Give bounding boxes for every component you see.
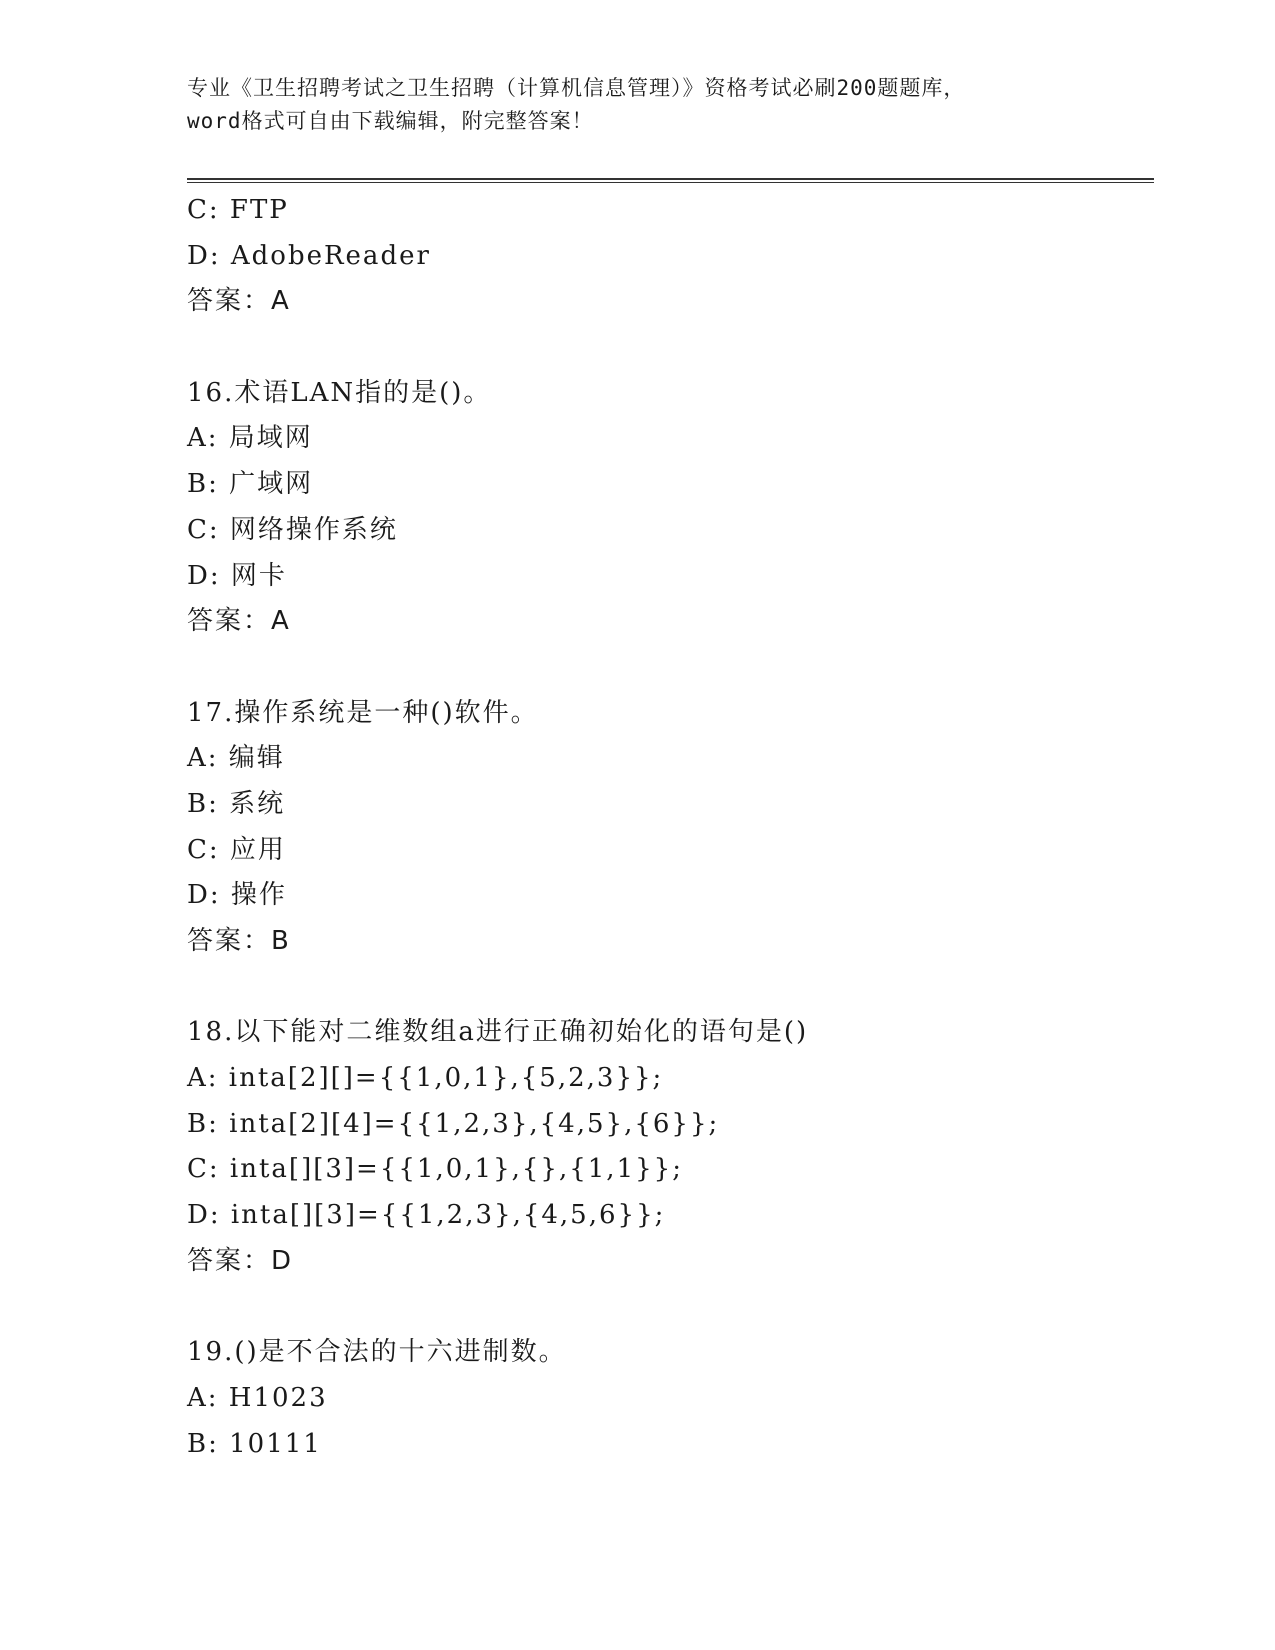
- header-divider: [187, 178, 1154, 183]
- option-b: B: 广域网: [187, 469, 314, 500]
- option-d: D: 操作: [187, 880, 287, 911]
- option-a: A: 局域网: [187, 423, 313, 454]
- spacer: [187, 325, 1147, 371]
- option-d: D: 网卡: [187, 560, 287, 591]
- document-header: [187, 72, 1087, 138]
- option-c: C: inta[][3]={{1,0,1},{},{1,1}};: [187, 1154, 683, 1185]
- question-stem: 16.术语LAN指的是()。: [187, 377, 492, 408]
- answer-line: 答案：A: [187, 606, 291, 637]
- question-15-continued: [187, 188, 1147, 325]
- option-d: D: AdobeReader: [187, 240, 431, 271]
- spacer: [187, 965, 1147, 1011]
- question-stem: 18.以下能对二维数组a进行正确初始化的语句是(): [187, 1017, 809, 1048]
- option-b: B: 系统: [187, 788, 286, 819]
- option-b: B: 10111: [187, 1428, 322, 1459]
- question-18: [187, 1010, 1147, 1284]
- option-d: D: inta[][3]={{1,2,3},{4,5,6}};: [187, 1200, 666, 1231]
- question-stem: 19.()是不合法的十六进制数。: [187, 1337, 567, 1368]
- option-c: C: 网络操作系统: [187, 514, 398, 545]
- spacer: [187, 645, 1147, 691]
- document-body: [187, 188, 1147, 1467]
- answer-line: 答案：D: [187, 1245, 294, 1276]
- header-title-line-1: 专业《卫生招聘考试之卫生招聘（计算机信息管理）》资格考试必刷200题题库，: [187, 76, 966, 100]
- question-17: [187, 691, 1147, 965]
- option-a: A: inta[2][]={{1,0,1},{5,2,3}};: [187, 1063, 664, 1094]
- option-c: C: 应用: [187, 834, 286, 865]
- question-16: [187, 371, 1147, 645]
- option-b: B: inta[2][4]={{1,2,3},{4,5},{6}};: [187, 1108, 720, 1139]
- spacer: [187, 1285, 1147, 1331]
- answer-line: 答案：B: [187, 926, 291, 956]
- option-c: C: FTP: [187, 195, 289, 225]
- question-stem: 17.操作系统是一种()软件。: [187, 697, 539, 728]
- question-19: [187, 1330, 1147, 1467]
- header-title-line-2: word格式可自由下载编辑，附完整答案！: [187, 109, 594, 133]
- option-a: A: 编辑: [187, 743, 285, 774]
- answer-line: 答案：A: [187, 286, 291, 317]
- option-a: A: H1023: [187, 1382, 328, 1413]
